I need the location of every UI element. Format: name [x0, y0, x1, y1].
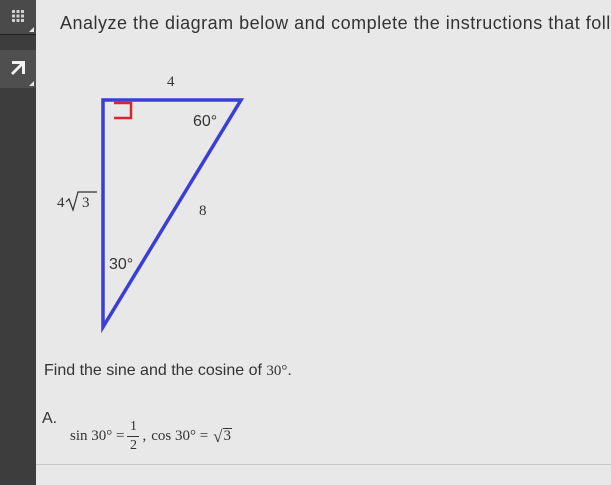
sin-expression: sin 30° = — [70, 427, 125, 444]
fraction-bar — [127, 436, 139, 437]
fraction-denominator: 2 — [129, 437, 137, 453]
toolbar-pointer-button[interactable] — [0, 50, 36, 88]
sqrt-icon: √ — [213, 426, 223, 446]
sin-fraction — [127, 420, 139, 453]
cursor-arrow-icon — [8, 58, 28, 81]
choice-a-letter: A. — [42, 410, 58, 427]
hypotenuse-label: 8 — [199, 203, 207, 219]
instruction-text: Analyze the diagram below and complete the instructions that foll — [60, 13, 611, 33]
left-side-coefficient: 4 — [57, 195, 65, 211]
cos-sqrt — [213, 428, 232, 445]
grid-icon — [11, 9, 25, 26]
expand-corner-icon — [29, 81, 34, 86]
question-angle: 30° — [266, 363, 288, 379]
right-angle-mark — [114, 103, 131, 118]
question-area — [36, 0, 611, 485]
bottom-angle-label: 30° — [109, 256, 134, 273]
toolbar-grid-button[interactable] — [0, 0, 36, 35]
triangle-diagram — [36, 0, 611, 340]
cos-expression: cos 30° = — [151, 427, 209, 444]
side-toolbar — [0, 0, 36, 485]
cos-radicand: 3 — [223, 427, 232, 444]
left-side-radicand: 3 — [82, 195, 90, 211]
question-text — [44, 362, 292, 380]
separator-comma: , — [142, 427, 147, 444]
question-prompt: Find the sine and the cosine of — [44, 362, 262, 379]
top-side-label: 4 — [167, 74, 175, 90]
top-angle-label: 60° — [193, 113, 218, 130]
divider-line — [36, 464, 611, 465]
expand-corner-icon — [29, 27, 34, 32]
choice-a-option[interactable] — [70, 412, 232, 460]
fraction-numerator: 1 — [129, 418, 137, 434]
triangle-shape — [103, 100, 241, 327]
question-period: . — [287, 362, 292, 379]
